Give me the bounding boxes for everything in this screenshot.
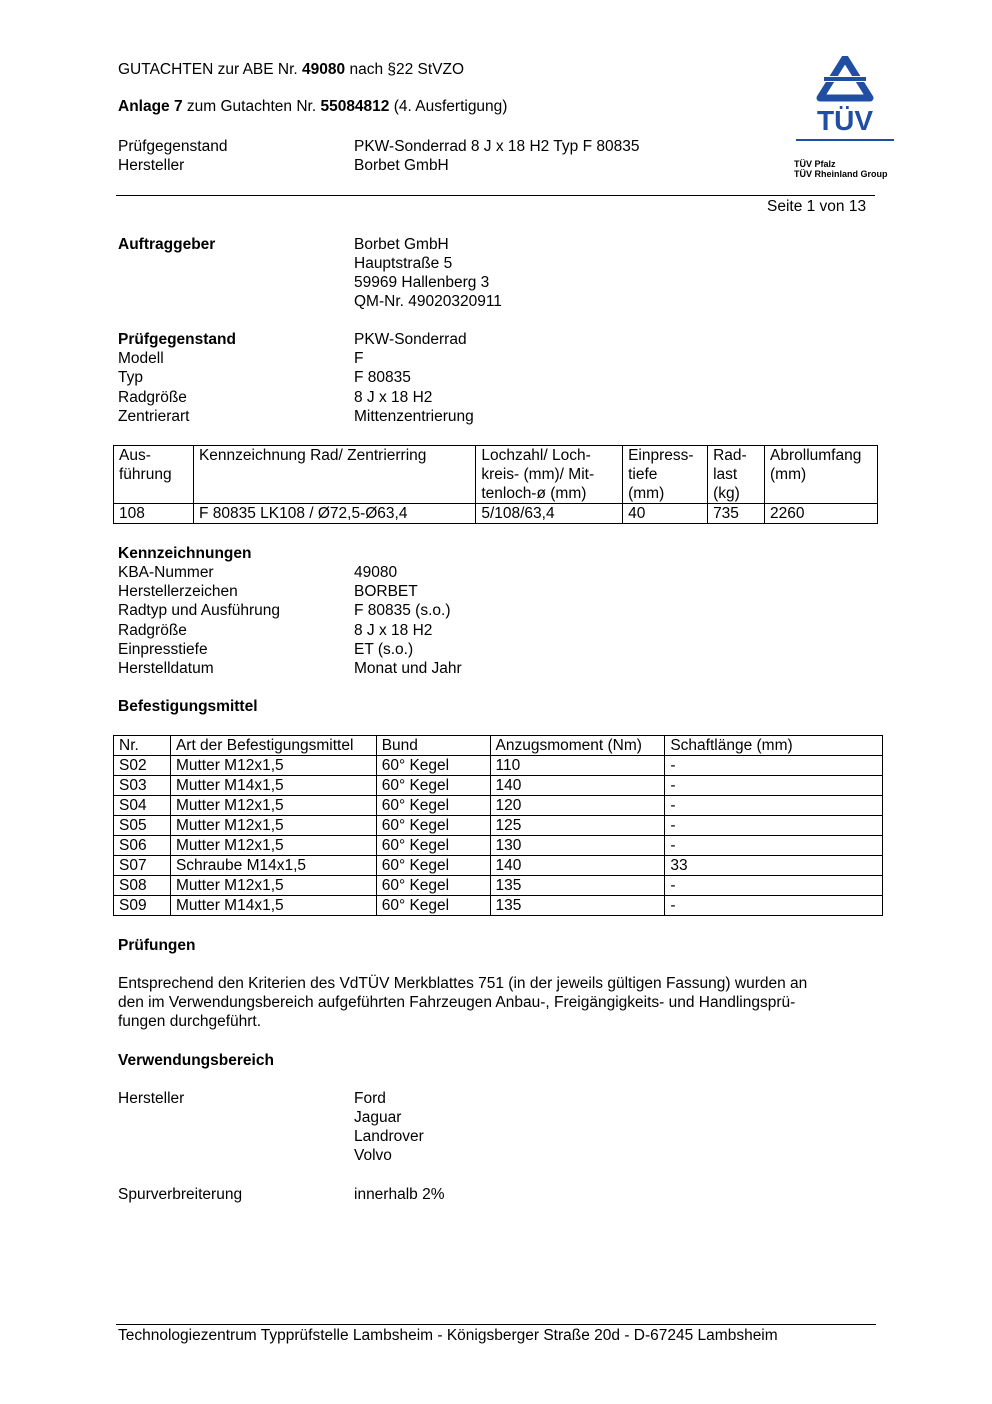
einpresstiefe-cell: 40 <box>623 504 708 524</box>
wheel-header-cell <box>476 446 623 504</box>
table-row <box>114 504 878 524</box>
header-line-2-mid: zum Gutachten Nr. <box>182 98 321 115</box>
table-row <box>114 856 883 876</box>
schaftlaenge-cell: - <box>665 776 883 796</box>
radgroesse-label: Radgröße <box>118 388 187 406</box>
herstelldatum-label: Herstelldatum <box>118 659 214 677</box>
header-nr: Nr. <box>114 736 171 756</box>
befestigung-table <box>113 735 883 916</box>
bund-cell: 60° Kegel <box>376 896 490 916</box>
wheel-table-header <box>114 446 878 504</box>
schaftlaenge-cell: 33 <box>665 856 883 876</box>
radtyp-label: Radtyp und Ausführung <box>118 602 281 620</box>
auftraggeber-line: Borbet GmbH <box>354 236 449 253</box>
footer-divider <box>116 1324 876 1325</box>
lochzahl-cell: 5/108/63,4 <box>476 504 623 524</box>
wheel-header-cell <box>708 446 765 504</box>
paragraph-line: den im Verwendungsbereich aufgeführten Fahrzeugen Anbau-, Freigängigkeits- und Handlingsprü- <box>118 994 796 1011</box>
bund-cell: 60° Kegel <box>376 836 490 856</box>
table-row <box>114 776 883 796</box>
art-cell: Mutter M12x1,5 <box>170 876 376 896</box>
nr-cell: S03 <box>114 776 171 796</box>
page-number: Seite 1 von 13 <box>767 198 867 215</box>
header-text: Aus- <box>119 447 151 464</box>
table-row <box>114 836 883 856</box>
nr-cell: S04 <box>114 796 171 816</box>
bund-cell: 60° Kegel <box>376 776 490 796</box>
list-item: Ford <box>354 1090 386 1107</box>
verwendung-hersteller-list <box>354 1089 424 1165</box>
schaftlaenge-cell: - <box>665 876 883 896</box>
header-text: Rad- <box>713 447 747 464</box>
gutachten-number: 55084812 <box>320 98 390 115</box>
table-row <box>114 756 883 776</box>
spurverbreiterung-label: Spurverbreiterung <box>118 1186 243 1203</box>
header-hersteller-label: Hersteller <box>118 157 185 174</box>
schaftlaenge-cell: - <box>665 896 883 916</box>
header-text: Abrollumfang <box>770 447 862 464</box>
abrollumfang-cell: 2260 <box>765 504 878 524</box>
ausfuehrung-cell: 108 <box>114 504 194 524</box>
radgroesse-value: 8 J x 18 H2 <box>354 388 433 406</box>
wheel-header-cell <box>765 446 878 504</box>
typ-label: Typ <box>118 369 143 387</box>
kennzeichnung-cell: F 80835 LK108 / Ø72,5-Ø63,4 <box>193 504 475 524</box>
table-row <box>114 876 883 896</box>
wheel-header-cell <box>623 446 708 504</box>
nr-cell: S05 <box>114 816 171 836</box>
modell-value: F <box>354 350 364 368</box>
auftraggeber-address <box>354 235 502 311</box>
table-row <box>114 796 883 816</box>
tuev-triangle-icon <box>794 56 896 146</box>
header-text: tenloch-ø (mm) <box>481 485 587 502</box>
list-item: Volvo <box>354 1147 392 1164</box>
anzugsmoment-cell: 135 <box>490 876 665 896</box>
anlage-label: Anlage 7 <box>118 98 183 115</box>
anzugsmoment-cell: 140 <box>490 856 665 876</box>
schaftlaenge-cell: - <box>665 756 883 776</box>
schaftlaenge-cell: - <box>665 796 883 816</box>
spurverbreiterung-value: innerhalb 2% <box>354 1186 445 1203</box>
verwendung-hersteller-label: Hersteller <box>118 1090 185 1107</box>
schaftlaenge-cell: - <box>665 816 883 836</box>
kennzeichnungen-title: Kennzeichnungen <box>118 545 252 562</box>
pruefungen-paragraph <box>118 974 807 1031</box>
table-row <box>114 816 883 836</box>
anzugsmoment-cell: 140 <box>490 776 665 796</box>
logo-line-2: TÜV Rheinland Group <box>794 169 888 179</box>
header-text: (mm) <box>628 485 665 502</box>
bund-cell: 60° Kegel <box>376 816 490 836</box>
pruefgegenstand-value: PKW-Sonderrad <box>354 331 467 348</box>
nr-cell: S07 <box>114 856 171 876</box>
list-item: Landrover <box>354 1128 424 1145</box>
header-text: kreis- (mm)/ Mit- <box>481 466 595 483</box>
header-text: Kennzeichnung Rad/ Zentrierring <box>198 447 427 464</box>
header-line-1-suffix: nach §22 StVZO <box>345 61 465 78</box>
abe-number: 49080 <box>302 61 346 78</box>
header-pruefgegenstand-label: Prüfgegenstand <box>118 138 228 155</box>
zentrierart-label: Zentrierart <box>118 407 190 425</box>
modell-label: Modell <box>118 350 164 368</box>
art-cell: Schraube M14x1,5 <box>170 856 376 876</box>
zentrierart-value: Mittenzentrierung <box>354 407 474 425</box>
paragraph-line: Entsprechend den Kriterien des VdTÜV Merkblattes 751 (in der jeweils gültigen Fassung) wurden an <box>118 975 808 992</box>
header-line-2-suffix: (4. Ausfertigung) <box>389 98 508 115</box>
radgroesse-label: Radgröße <box>118 621 187 639</box>
nr-cell: S06 <box>114 836 171 856</box>
header-text: (kg) <box>713 485 740 502</box>
anzugsmoment-cell: 125 <box>490 816 665 836</box>
art-cell: Mutter M12x1,5 <box>170 796 376 816</box>
radgroesse-value: 8 J x 18 H2 <box>354 621 433 639</box>
logo-tuev-text: TÜV <box>817 105 873 136</box>
pruefgegenstand-block <box>118 330 474 426</box>
art-cell: Mutter M14x1,5 <box>170 896 376 916</box>
header-anzugsmoment: Anzugsmoment (Nm) <box>490 736 665 756</box>
anzugsmoment-cell: 120 <box>490 796 665 816</box>
bund-cell: 60° Kegel <box>376 876 490 896</box>
table-row <box>114 896 883 916</box>
header-pruefgegenstand-value: PKW-Sonderrad 8 J x 18 H2 Typ F 80835 <box>354 138 640 155</box>
auftraggeber-line: Hauptstraße 5 <box>354 255 453 272</box>
bund-cell: 60° Kegel <box>376 856 490 876</box>
footer-text: Technologiezentrum Typprüfstelle Lambsheim - Königsberger Straße 20d - D-67245 Lambsheim <box>118 1327 778 1344</box>
wheel-header-cell <box>114 446 194 504</box>
verwendung-title: Verwendungsbereich <box>118 1052 274 1069</box>
radlast-cell: 735 <box>708 504 765 524</box>
herstelldatum-value: Monat und Jahr <box>354 659 462 677</box>
tuev-logo <box>794 56 896 178</box>
header-line-2 <box>118 97 507 116</box>
bund-cell: 60° Kegel <box>376 796 490 816</box>
kba-value: 49080 <box>354 564 398 581</box>
auftraggeber-label: Auftraggeber <box>118 236 216 253</box>
pruefungen-title: Prüfungen <box>118 937 196 954</box>
pruefgegenstand-title: Prüfgegenstand <box>118 331 236 348</box>
nr-cell: S02 <box>114 756 171 776</box>
art-cell: Mutter M12x1,5 <box>170 836 376 856</box>
paragraph-line: fungen durchgeführt. <box>118 1013 262 1030</box>
wheel-header-cell <box>193 446 475 504</box>
befestigung-table-header <box>114 736 883 756</box>
anzugsmoment-cell: 110 <box>490 756 665 776</box>
header-bund: Bund <box>376 736 490 756</box>
anzugsmoment-cell: 130 <box>490 836 665 856</box>
nr-cell: S09 <box>114 896 171 916</box>
kennzeichnungen-block <box>118 563 462 678</box>
art-cell: Mutter M12x1,5 <box>170 816 376 836</box>
header-line-1 <box>118 60 464 79</box>
nr-cell: S08 <box>114 876 171 896</box>
art-cell: Mutter M12x1,5 <box>170 756 376 776</box>
bund-cell: 60° Kegel <box>376 756 490 776</box>
header-text: führung <box>119 466 172 483</box>
art-cell: Mutter M14x1,5 <box>170 776 376 796</box>
list-item: Jaguar <box>354 1109 402 1126</box>
header-line-1-prefix: GUTACHTEN zur ABE Nr. <box>118 61 303 78</box>
auftraggeber-line: QM-Nr. 49020320911 <box>354 293 502 310</box>
header-text: Lochzahl/ Loch- <box>481 447 591 464</box>
anzugsmoment-cell: 135 <box>490 896 665 916</box>
logo-line-1: TÜV Pfalz <box>794 159 836 169</box>
radtyp-value: F 80835 (s.o.) <box>354 602 451 620</box>
header-text: last <box>713 466 738 483</box>
header-divider <box>116 195 875 196</box>
header-hersteller-value: Borbet GmbH <box>354 157 449 174</box>
typ-value: F 80835 <box>354 369 411 387</box>
herstellerzeichen-label: Herstellerzeichen <box>118 583 238 601</box>
header-schaftlaenge: Schaftlänge (mm) <box>665 736 883 756</box>
header-text: tiefe <box>628 466 658 483</box>
auftraggeber-line: 59969 Hallenberg 3 <box>354 274 490 291</box>
wheel-table <box>113 445 878 524</box>
schaftlaenge-cell: - <box>665 836 883 856</box>
einpresstiefe-value: ET (s.o.) <box>354 640 414 658</box>
kba-label: KBA-Nummer <box>118 564 214 581</box>
einpresstiefe-label: Einpresstiefe <box>118 640 208 658</box>
header-text: Einpress- <box>628 447 694 464</box>
befestigung-title: Befestigungsmittel <box>118 698 258 715</box>
header-text: (mm) <box>770 466 807 483</box>
herstellerzeichen-value: BORBET <box>354 583 418 601</box>
header-art: Art der Befestigungsmittel <box>170 736 376 756</box>
